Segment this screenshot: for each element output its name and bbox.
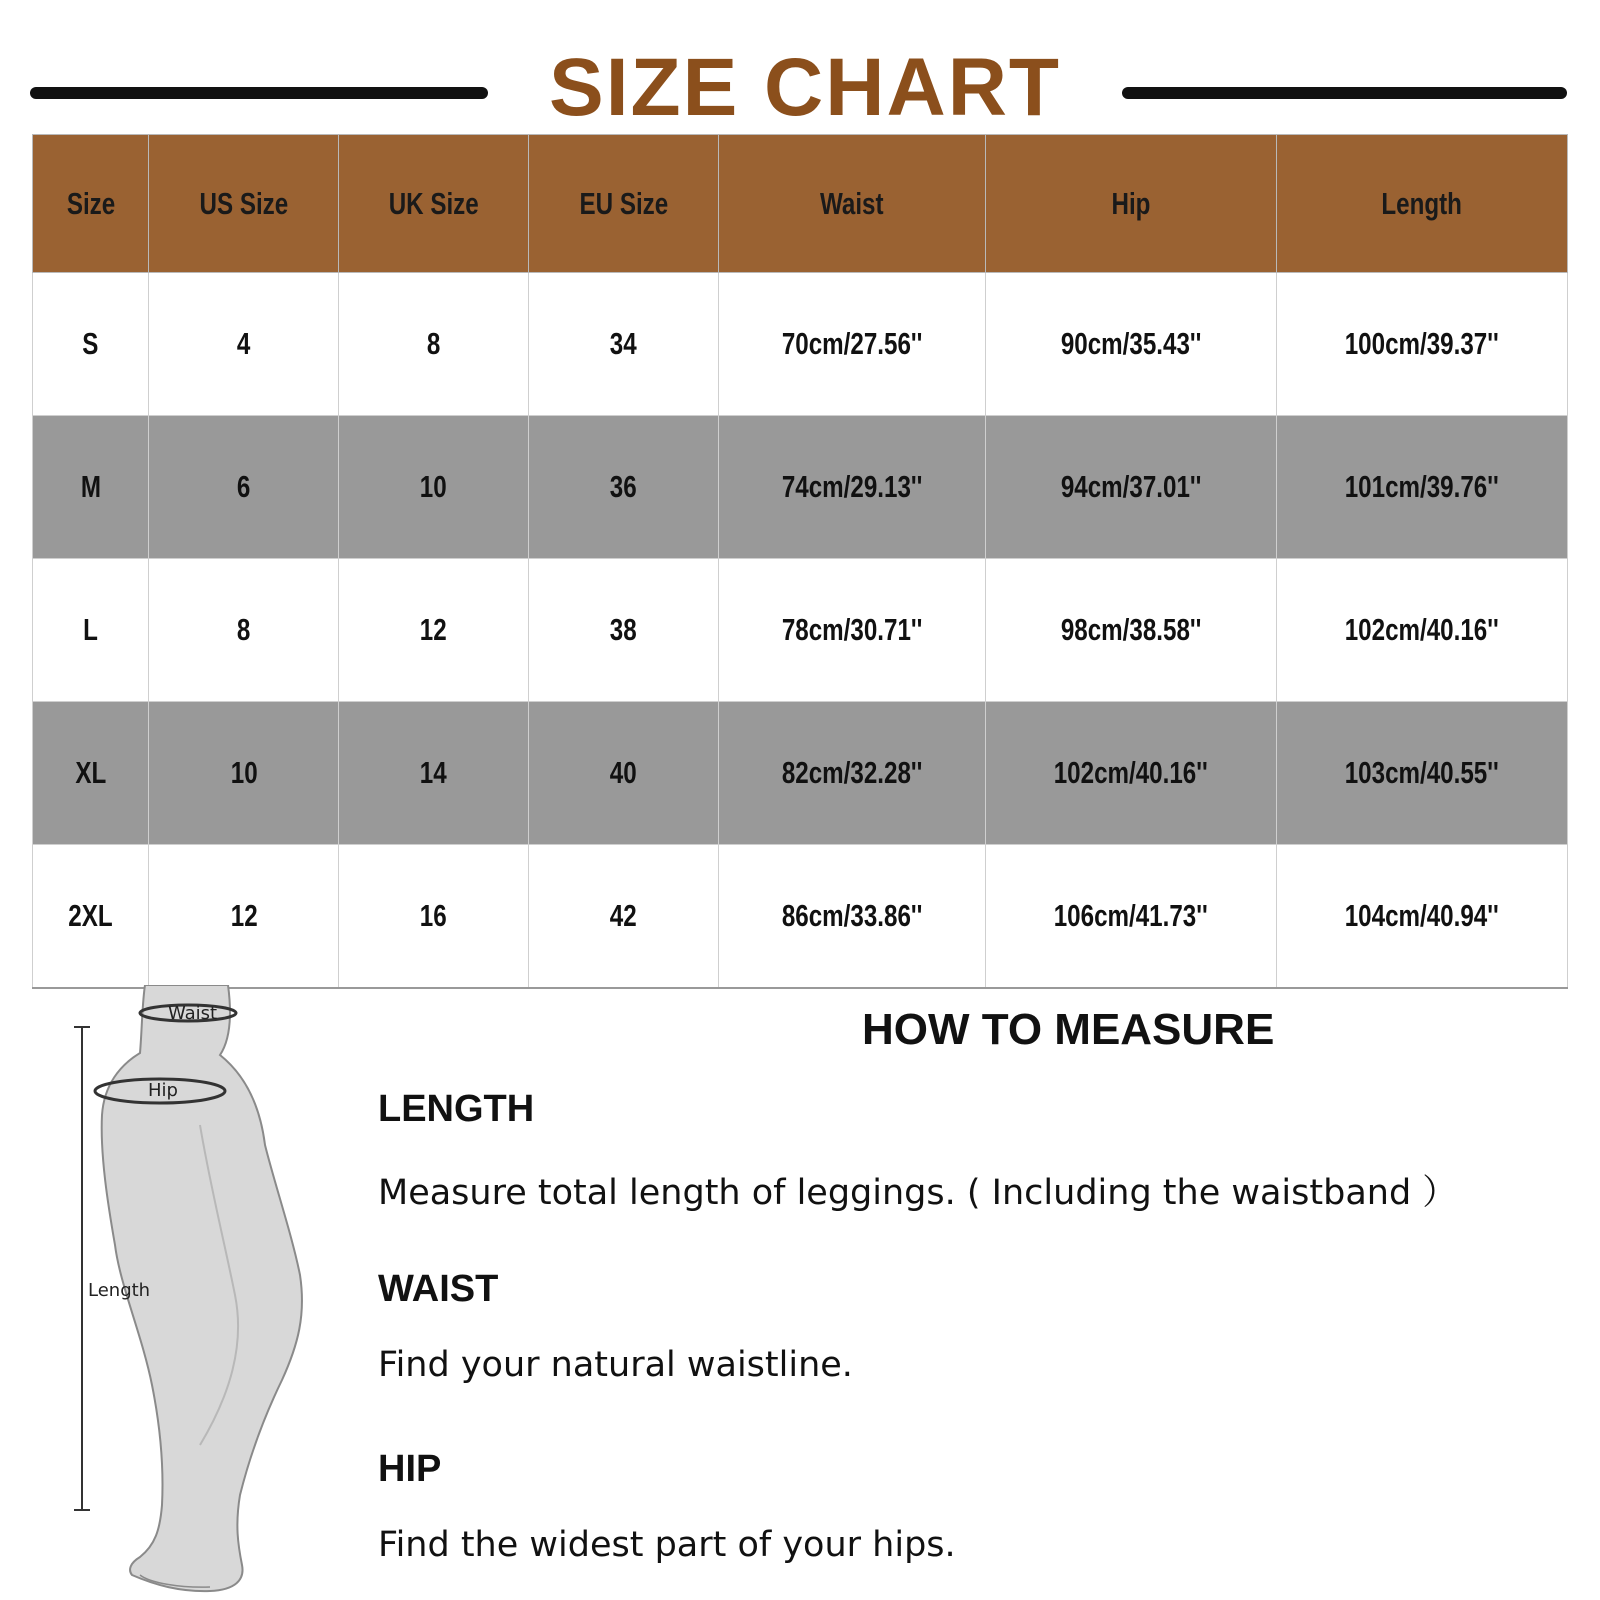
table-cell: 8 bbox=[339, 273, 529, 416]
header-uk-size: UK Size bbox=[339, 135, 529, 273]
header-hip: Hip bbox=[986, 135, 1277, 273]
table-cell: L bbox=[33, 559, 149, 702]
table-cell: 2XL bbox=[33, 845, 149, 989]
header-us-size: US Size bbox=[149, 135, 339, 273]
header-eu-size: EU Size bbox=[529, 135, 719, 273]
table-cell: 42 bbox=[529, 845, 719, 989]
table-cell: 6 bbox=[149, 416, 339, 559]
hip-text: Find the widest part of your hips. bbox=[378, 1525, 956, 1565]
table-cell: M bbox=[33, 416, 149, 559]
table-cell: 12 bbox=[339, 559, 529, 702]
table-cell: 10 bbox=[339, 416, 529, 559]
table-cell: 86cm/33.86'' bbox=[718, 845, 985, 989]
size-table bbox=[32, 134, 1568, 989]
table-cell: S bbox=[33, 273, 149, 416]
table-cell: 16 bbox=[339, 845, 529, 989]
table-row bbox=[33, 416, 1568, 559]
table-row bbox=[33, 559, 1568, 702]
table-cell: 101cm/39.76'' bbox=[1277, 416, 1568, 559]
header-size: Size bbox=[33, 135, 149, 273]
length-label: Length bbox=[88, 1280, 151, 1301]
hip-label: Hip bbox=[148, 1080, 178, 1101]
table-cell: 102cm/40.16'' bbox=[1277, 559, 1568, 702]
table-cell: 106cm/41.73'' bbox=[986, 845, 1277, 989]
table-cell: 102cm/40.16'' bbox=[986, 702, 1277, 845]
table-cell: 103cm/40.55'' bbox=[1277, 702, 1568, 845]
table-cell: 14 bbox=[339, 702, 529, 845]
table-cell: 98cm/38.58'' bbox=[986, 559, 1277, 702]
table-row bbox=[33, 845, 1568, 989]
table-cell: 90cm/35.43'' bbox=[986, 273, 1277, 416]
table-cell: 100cm/39.37'' bbox=[1277, 273, 1568, 416]
table-cell: 78cm/30.71'' bbox=[718, 559, 985, 702]
table-cell: 74cm/29.13'' bbox=[718, 416, 985, 559]
table-row bbox=[33, 702, 1568, 845]
how-to-measure-heading: HOW TO MEASURE bbox=[862, 1005, 1275, 1054]
table-cell: 70cm/27.56'' bbox=[718, 273, 985, 416]
table-header-row bbox=[33, 135, 1568, 273]
title-rule-right bbox=[1122, 87, 1567, 99]
header-length: Length bbox=[1277, 135, 1568, 273]
length-text: Measure total length of leggings. ( Including the waistband ） bbox=[378, 1173, 1458, 1213]
table-cell: 10 bbox=[149, 702, 339, 845]
table-cell: 82cm/32.28'' bbox=[718, 702, 985, 845]
hip-title: HIP bbox=[378, 1448, 442, 1490]
waist-text: Find your natural waistline. bbox=[378, 1345, 853, 1385]
table-cell: 12 bbox=[149, 845, 339, 989]
waist-label: Waist bbox=[168, 1003, 218, 1024]
table-cell: 34 bbox=[529, 273, 719, 416]
length-title: LENGTH bbox=[378, 1088, 535, 1130]
table-cell: 40 bbox=[529, 702, 719, 845]
table-row bbox=[33, 273, 1568, 416]
page-title: SIZE CHART bbox=[549, 42, 1061, 133]
header-waist: Waist bbox=[718, 135, 985, 273]
table-cell: 36 bbox=[529, 416, 719, 559]
table-cell: XL bbox=[33, 702, 149, 845]
table-cell: 4 bbox=[149, 273, 339, 416]
title-rule-left bbox=[30, 87, 488, 99]
table-cell: 104cm/40.94'' bbox=[1277, 845, 1568, 989]
table-cell: 94cm/37.01'' bbox=[986, 416, 1277, 559]
waist-title: WAIST bbox=[378, 1268, 499, 1310]
leggings-figure bbox=[60, 985, 360, 1595]
table-cell: 8 bbox=[149, 559, 339, 702]
table-cell: 38 bbox=[529, 559, 719, 702]
